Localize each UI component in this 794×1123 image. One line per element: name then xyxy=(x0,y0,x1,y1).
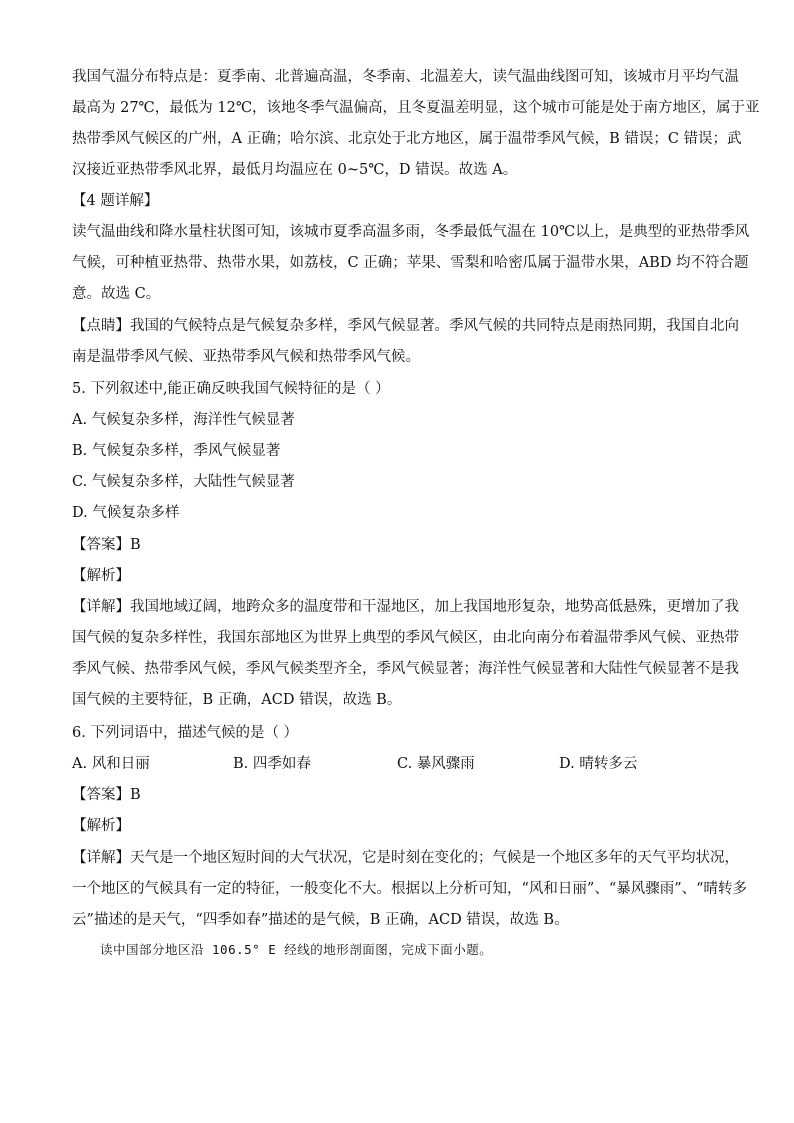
q6-analysis-label: 【解析】 xyxy=(72,818,130,834)
text-line: 热带季风气候区的广州，A 正确；哈尔滨、北京处于北方地区，属于温带季风气候，B 错误；C 错误；武 xyxy=(72,131,742,147)
q4-heading: 【4 题详解】 xyxy=(72,193,159,209)
q5-question: 5. 下列叙述中,能正确反映我国气候特征的是（ ） xyxy=(72,381,390,397)
q6-options xyxy=(72,749,722,780)
text-line: 【详解】我国地域辽阔，地跨众多的温度带和干湿地区，加上我国地形复杂，地势高低悬殊，更增加了我 xyxy=(72,599,739,615)
text-line: 气候，可种植亚热带、热带水果，如荔枝，C 正确；苹果、雪梨和哈密瓜属于温带水果，ABD 均不符合题 xyxy=(72,255,749,271)
q6-detail xyxy=(72,843,748,936)
q5-options xyxy=(72,405,722,529)
text-line: 【点睛】我国的气候特点是气候复杂多样，季风气候显著。季风气候的共同特点是雨热同期，我国自北向 xyxy=(72,318,739,334)
text-line: 季风气候、热带季风气候，季风气候类型齐全，季风气候显著；海洋性气候显著和大陆性气候显著不是我 xyxy=(72,661,739,677)
q4-explanation xyxy=(72,217,750,310)
q6-answer: 【答案】B xyxy=(72,787,141,803)
next-question-intro: 读中国部分地区沿 106.5° E 经线的地形剖面图，完成下面小题。 xyxy=(100,942,493,957)
option-c: C. 暴风骤雨 xyxy=(397,756,475,772)
q3-explanation xyxy=(72,62,760,186)
q5-analysis-label: 【解析】 xyxy=(72,568,130,584)
option-d: D. 晴转多云 xyxy=(559,756,638,772)
text-line: 云”描述的是天气，“四季如春”描述的是气候，B 正确，ACD 错误，故选 B。 xyxy=(72,912,569,928)
q5-detail xyxy=(72,592,739,716)
text-line: 我国气温分布特点是：夏季南、北普遍高温，冬季南、北温差大，读气温曲线图可知，该城市月平均气温 xyxy=(72,69,739,85)
text-line: 【详解】天气是一个地区短时间的大气状况，它是时刻在变化的；气候是一个地区多年的天气平均状况， xyxy=(72,850,739,866)
text-line: 国气候的主要特征，B 正确，ACD 错误，故选 B。 xyxy=(72,692,402,708)
q6-question: 6. 下列词语中，描述气候的是（ ） xyxy=(72,725,299,741)
option-a: A. 气候复杂多样，海洋性气候显著 xyxy=(72,412,295,428)
dianjing-note xyxy=(72,311,739,373)
option-d: D. 气候复杂多样 xyxy=(72,505,180,521)
option-b: B. 气候复杂多样，季风气候显著 xyxy=(72,443,281,459)
option-c: C. 气候复杂多样，大陆性气候显著 xyxy=(72,474,295,490)
option-a: A. 风和日丽 xyxy=(72,756,150,772)
q5-answer: 【答案】B xyxy=(72,537,141,553)
text-line: 读气温曲线和降水量柱状图可知，该城市夏季高温多雨，冬季最低气温在 10℃以上，是典型的亚热带季风 xyxy=(72,224,750,240)
text-line: 汉接近亚热带季风北界，最低月均温应在 0~5℃，D 错误。故选 A。 xyxy=(72,162,518,178)
option-b: B. 四季如春 xyxy=(233,756,311,772)
text-line: 南是温带季风气候、亚热带季风气候和热带季风气候。 xyxy=(72,349,420,365)
text-line: 国气候的复杂多样性，我国东部地区为世界上典型的季风气候区，由北向南分布着温带季风气候、亚热带 xyxy=(72,630,739,646)
text-line: 最高为 27℃，最低为 12℃，该地冬季气温偏高，且冬夏温差明显，这个城市可能是处于南方地区，属于亚 xyxy=(72,100,760,116)
text-line: 意。故选 C。 xyxy=(72,286,161,302)
text-line: 一个地区的气候具有一定的特征，一般变化不大。根据以上分析可知，“风和日丽”、“暴风骤雨”、“晴转多 xyxy=(72,881,748,897)
